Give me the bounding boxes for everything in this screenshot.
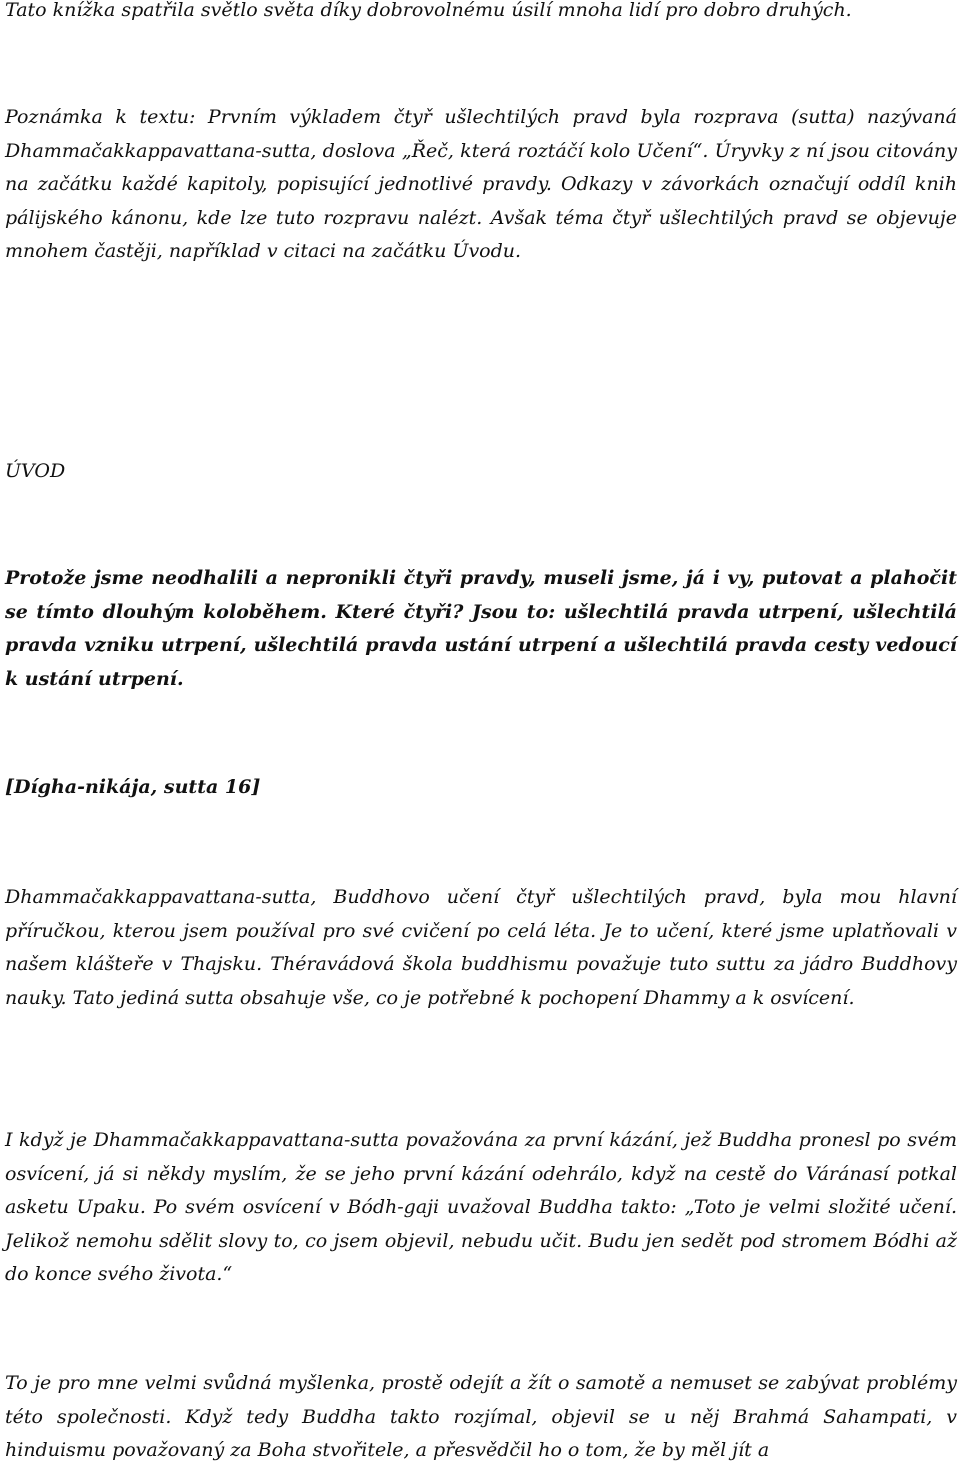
quote-source: [Dígha-nikája, sutta 16] xyxy=(5,776,261,798)
credit-line: Tato knížka spatřila světlo světa díky dobrovolnému úsilí mnoha lidí pro dobro druhých. xyxy=(5,0,852,21)
sutta-quote: Protože jsme neodhalili a nepronikli čtyři pravdy, museli jsme, já i vy, putovat a plahočit se tímto dlouhým koloběhem. Které čtyři? Jsou to: ušlechtilá pravda utrpení, ušlechtilá pravda vzniku utrpení, ušlechtilá pravda ustání utrpení a ušlechtilá pravda cesty vedoucí k ustání utrpení. xyxy=(5,567,957,690)
text-note-paragraph: Poznámka k textu: Prvním výkladem čtyř ušlechtilých pravd byla rozprava (sutta) nazývaná Dhammačakkappavattana-sutta, doslova „Řeč, která roztáčí kolo Učení“. Úryvky z ní jsou citovány na začátku každé kapitoly, popisující jednotlivé pravdy. Odkazy v závorkách označují oddíl knih pálijského kánonu, kde lze tuto rozpravu nalézt. Avšak téma čtyř ušlechtilých pravd se objevuje mnohem častěji, například v citaci na začátku Úvodu. xyxy=(5,106,957,262)
body-paragraph: To je pro mne velmi svůdná myšlenka, prostě odejít a žít o samotě a nemuset se zabývat problémy této společnosti. Když tedy Buddha takto rozjímal, objevil se u něj Brahmá Sahampati, v hinduismu považovaný za Boha stvořitele, a přesvědčil ho o tom, že by měl jít a xyxy=(5,1372,957,1461)
body-paragraph: I když je Dhammačakkappavattana-sutta považována za první kázání, jež Buddha pronesl po svém osvícení, já si někdy myslím, že se jeho první kázání odehrálo, když na cestě do Váránasí potkal asketu Upaku. Po svém osvícení v Bódh-gaji uvažoval Buddha takto: „Toto je velmi složité učení. Jelikož nemohu sdělit slovy to, co jsem objevil, nebudu učit. Budu jen sedět pod stromem Bódhi až do konce svého života.“ xyxy=(5,1129,957,1285)
body-paragraph: Dhammačakkappavattana-sutta, Buddhovo učení čtyř ušlechtilých pravd, byla mou hlavní příručkou, kterou jsem používal pro své cvičení po celá léta. Je to učení, které jsme uplatňovali v našem klášteře v Thajsku. Théravádová škola buddhismu považuje tuto suttu za jádro Buddhovy nauky. Tato jediná sutta obsahuje vše, co je potřebné k pochopení Dhammy a k osvícení. xyxy=(5,886,957,1009)
section-heading: ÚVOD xyxy=(5,460,66,482)
